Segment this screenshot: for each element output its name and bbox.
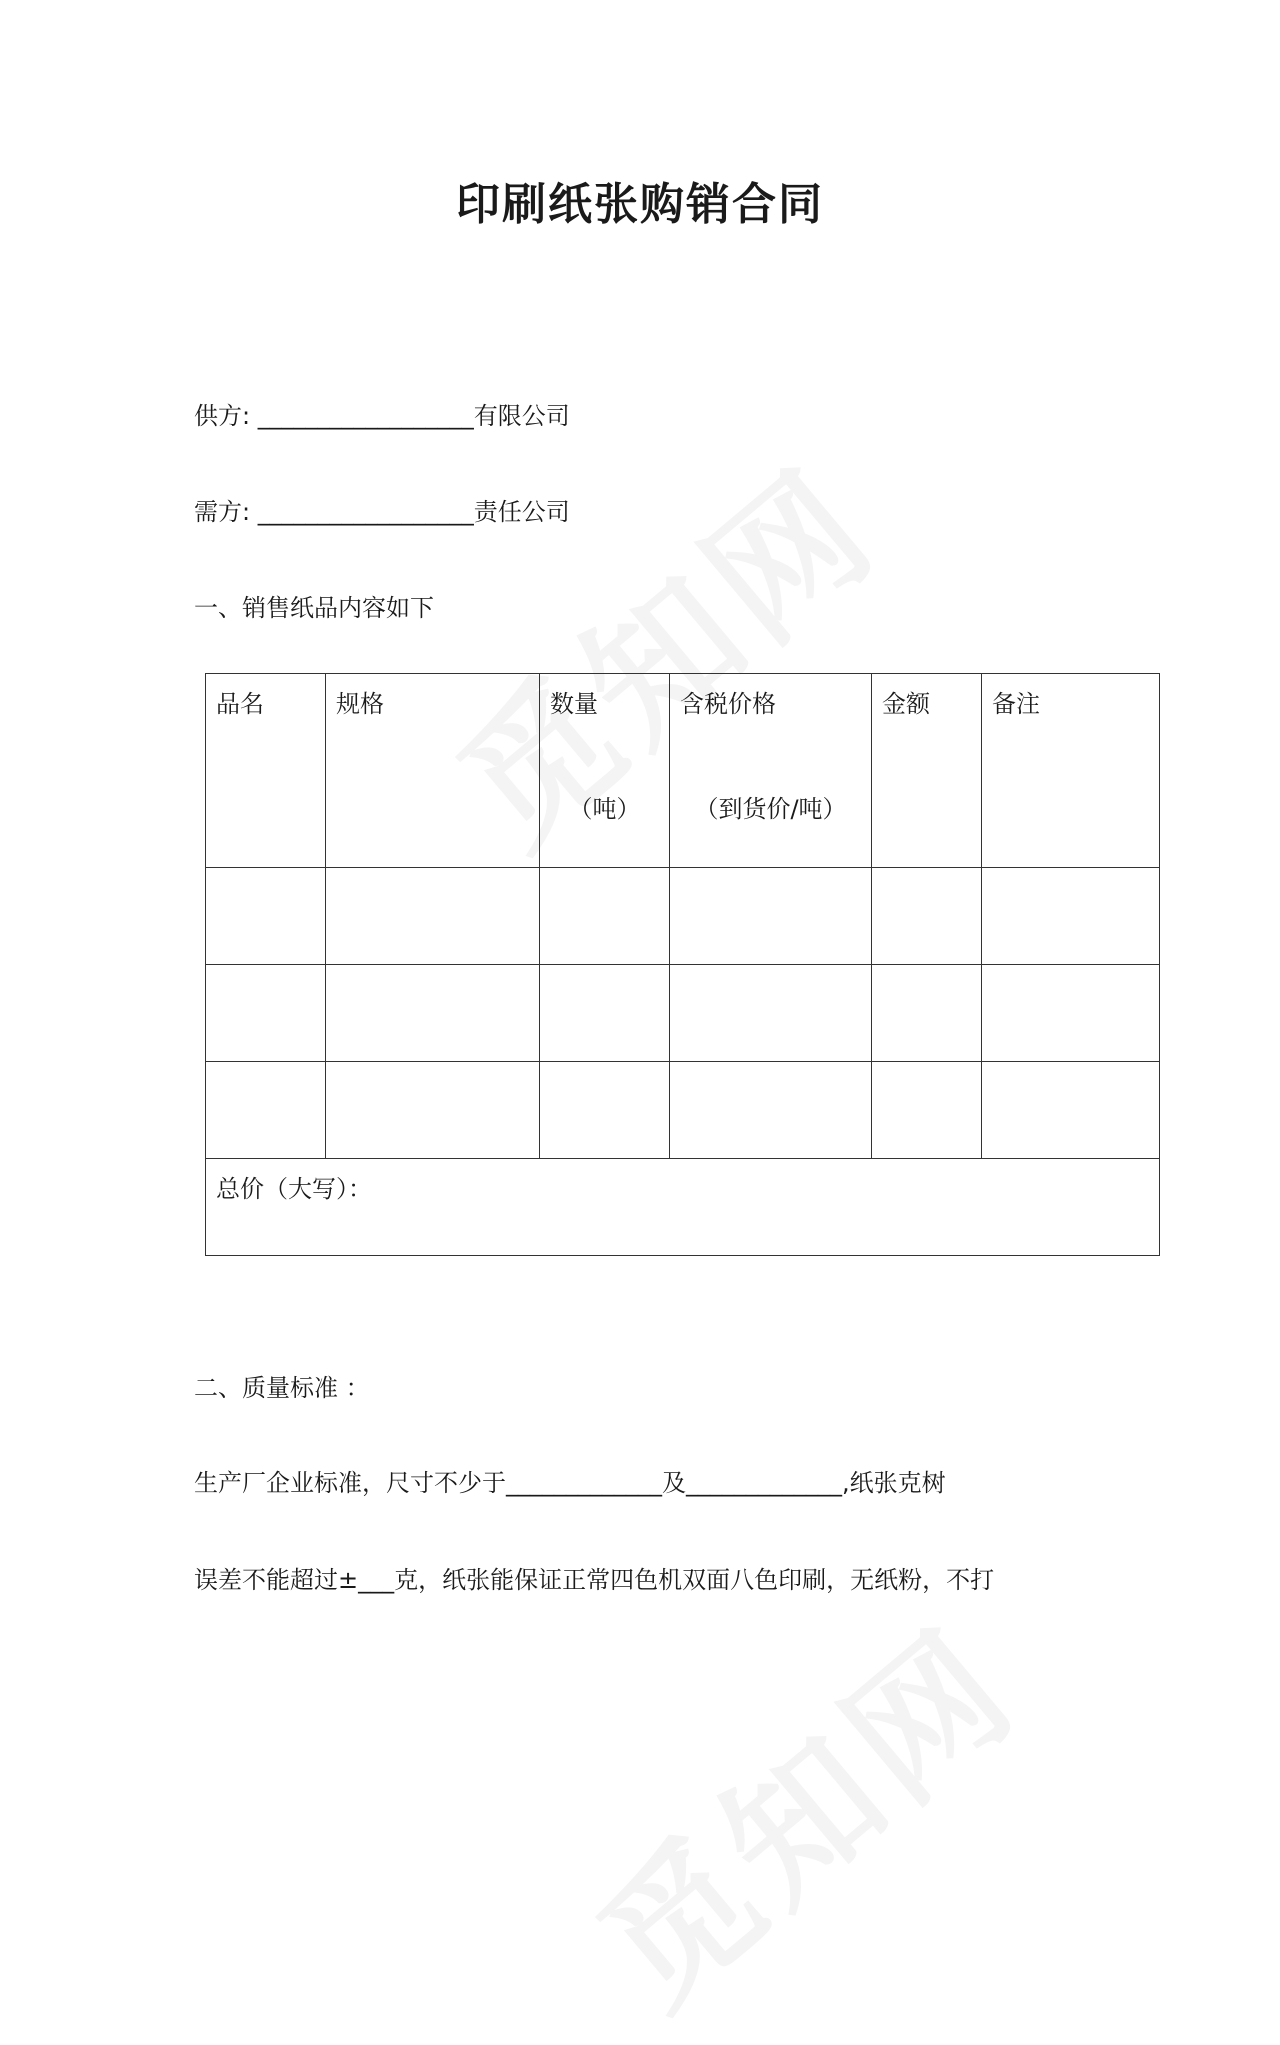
- section2-heading: 二、质量标准 ：: [194, 1374, 370, 1402]
- table-cell[interactable]: [540, 868, 670, 965]
- watermark: [547, 1571, 1054, 2045]
- total-price-cell[interactable]: [206, 1159, 1160, 1256]
- table-cell[interactable]: [670, 965, 872, 1062]
- header-cell-quantity: 数量 （吨）: [540, 674, 670, 868]
- section1-heading: 一、销售纸品内容如下: [194, 594, 434, 622]
- table-cell[interactable]: [982, 868, 1160, 965]
- total-price-row: [206, 1159, 1160, 1256]
- table-cell[interactable]: [872, 965, 982, 1062]
- table-cell[interactable]: [670, 868, 872, 965]
- total-price-label: 总价（大写）：: [216, 1175, 372, 1203]
- table-cell[interactable]: [872, 1062, 982, 1159]
- table-cell[interactable]: [540, 965, 670, 1062]
- supplier-line: 供方: __________________有限公司: [194, 402, 570, 430]
- table-cell[interactable]: [326, 965, 540, 1062]
- quality-paragraph-line-1: 生产厂企业标准，尺寸不少于_____________及_____________,纸张克树: [194, 1469, 946, 1497]
- table-cell[interactable]: [872, 868, 982, 965]
- table-cell[interactable]: [206, 1062, 326, 1159]
- header-cell-remarks: 备注: [982, 674, 1160, 868]
- table-header-row: [206, 674, 1160, 868]
- table-cell[interactable]: [206, 965, 326, 1062]
- table-cell[interactable]: [540, 1062, 670, 1159]
- document-title: 印刷纸张购销合同: [456, 179, 824, 230]
- product-table: [205, 673, 1160, 1256]
- table-cell[interactable]: [670, 1062, 872, 1159]
- table-row: [206, 965, 1160, 1062]
- table-cell[interactable]: [326, 868, 540, 965]
- header-cell-spec: 规格: [326, 674, 540, 868]
- buyer-line: 需方: __________________责任公司: [194, 498, 570, 526]
- header-cell-name: 品名: [206, 674, 326, 868]
- table-cell[interactable]: [206, 868, 326, 965]
- header-cell-price: 含税价格 （到货价/吨）: [670, 674, 872, 868]
- table-cell[interactable]: [982, 1062, 1160, 1159]
- table-row: [206, 1062, 1160, 1159]
- table-cell[interactable]: [982, 965, 1160, 1062]
- table-cell[interactable]: [326, 1062, 540, 1159]
- table-row: [206, 868, 1160, 965]
- quality-paragraph-line-2: 误差不能超过±___克，纸张能保证正常四色机双面八色印刷，无纸粉，不打: [194, 1566, 995, 1594]
- header-cell-amount: 金额: [872, 674, 982, 868]
